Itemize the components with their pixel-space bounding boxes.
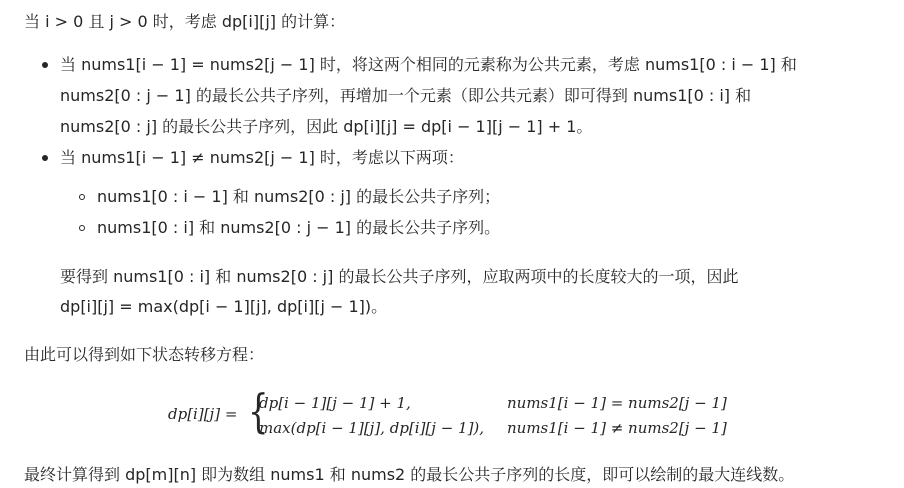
equation-case2-cond: nums1[i − 1] ≠ nums2[j − 1]: [507, 419, 727, 437]
bullet2-sub2: nums1[0 : i] 和 nums2[0 : j − 1] 的最长公共子序列。: [97, 218, 501, 237]
bullet-disc: [42, 62, 48, 68]
bullet1-line1: 当 nums1[i − 1] = nums2[j − 1] 时，将这两个相同的元素称为公共元素，考虑 nums1[0 : i − 1] 和: [60, 55, 797, 74]
bullet-disc: [42, 155, 48, 161]
bullet-circle: [79, 225, 85, 231]
transition-text: 由此可以得到如下状态转移方程：: [24, 345, 265, 364]
intro-text: 当 i > 0 且 j > 0 时，考虑 dp[i][j] 的计算：: [24, 12, 346, 31]
bullet2-sub1: nums1[0 : i − 1] 和 nums2[0 : j] 的最长公共子序列；: [97, 187, 501, 206]
left-brace: {: [248, 384, 269, 438]
equation-case1-expr: dp[i − 1][j − 1] + 1,: [259, 394, 411, 412]
bullet1-line3: nums2[0 : j] 的最长公共子序列，因此 dp[i][j] = dp[i − 1][j − 1] + 1。: [60, 117, 593, 136]
equation-case2-expr: max(dp[i − 1][j], dp[i][j − 1]),: [259, 419, 485, 437]
bullet-circle: [79, 194, 85, 200]
bullet2-line1: 当 nums1[i − 1] ≠ nums2[j − 1] 时，考虑以下两项：: [60, 148, 464, 167]
equation-case1-cond: nums1[i − 1] = nums2[j − 1]: [507, 394, 727, 412]
bullet1-line2: nums2[0 : j − 1] 的最长公共子序列，再增加一个元素（即公共元素）即可得到 nums1[0 : i] 和: [60, 86, 752, 105]
paragraph-line1: 要得到 nums1[0 : i] 和 nums2[0 : j] 的最长公共子序列，应取两项中的长度较大的一项，因此: [60, 267, 739, 286]
equation-lhs: dp[i][j] =: [168, 405, 238, 423]
paragraph-line2: dp[i][j] = max(dp[i − 1][j], dp[i][j − 1])。: [60, 297, 388, 316]
final-text: 最终计算得到 dp[m][n] 即为数组 nums1 和 nums2 的最长公共子序列的长度，即可以绘制的最大连线数。: [24, 465, 795, 484]
